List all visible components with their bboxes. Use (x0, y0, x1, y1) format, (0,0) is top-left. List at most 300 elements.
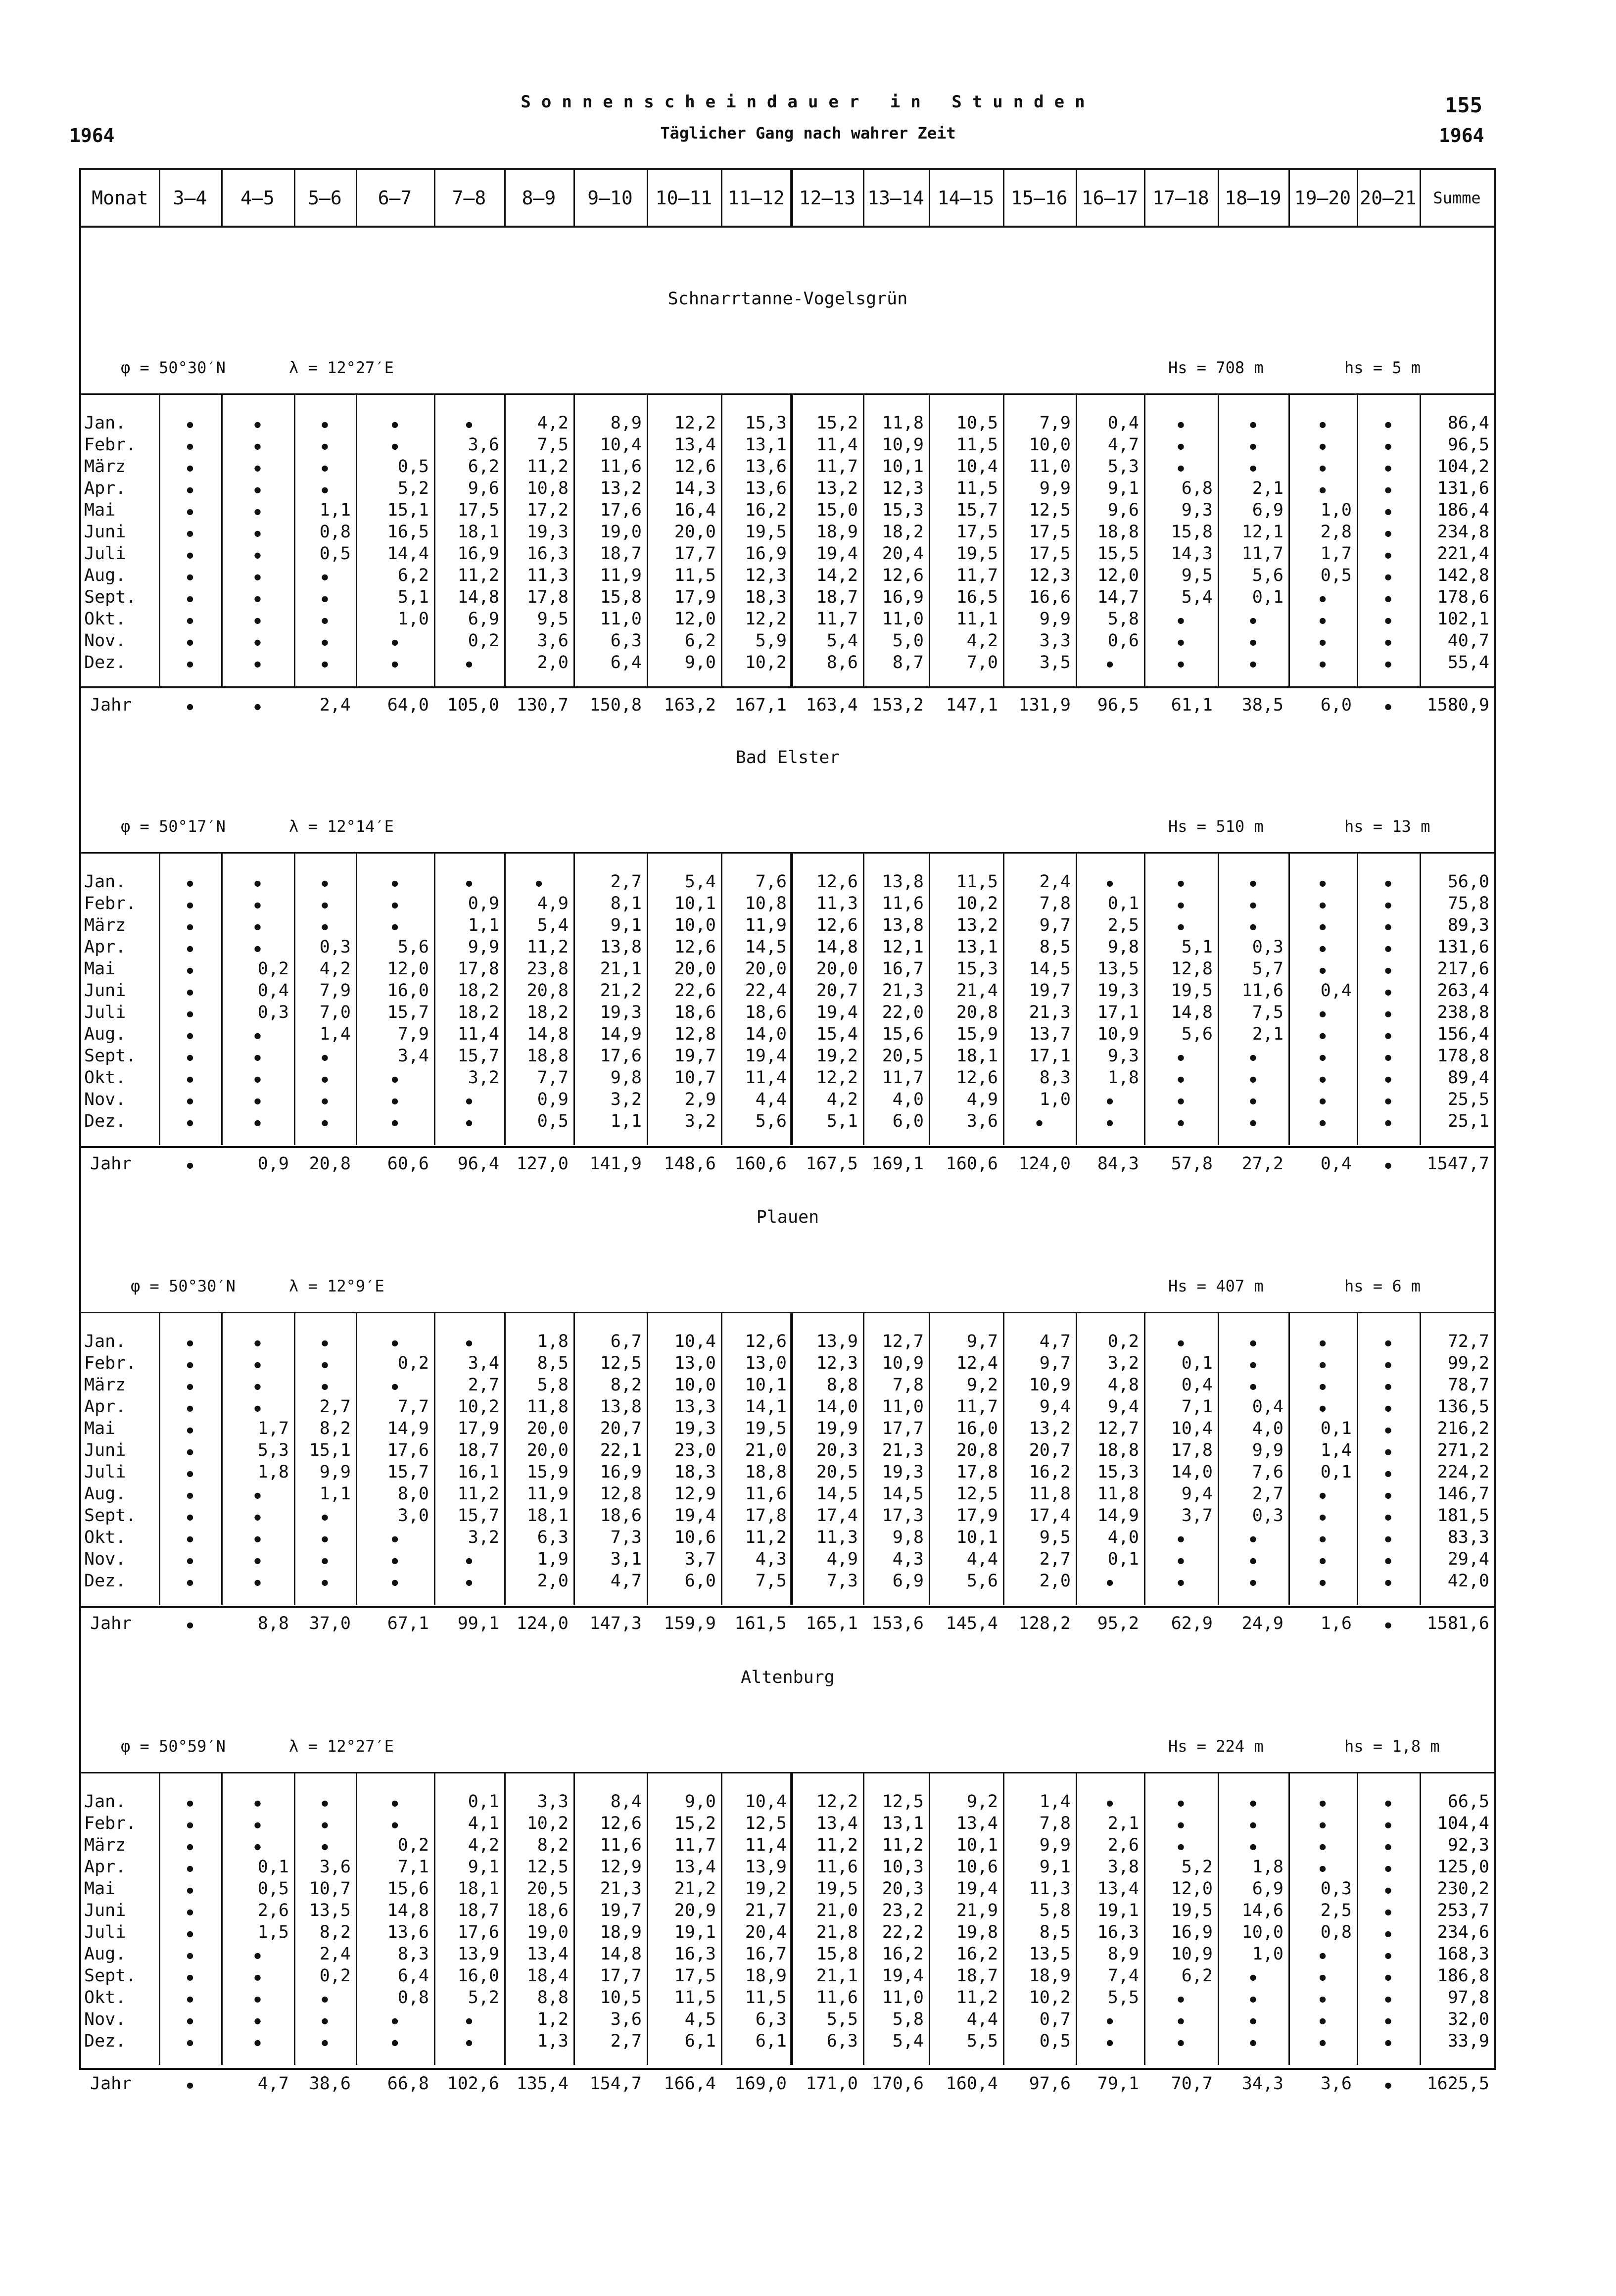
annual-cell: 96,5 (1097, 695, 1139, 715)
column-rule (504, 1772, 506, 2065)
data-cell: 18,8 (526, 1046, 569, 1066)
column-rule (647, 1312, 648, 1605)
data-cell: 15,7 (956, 500, 998, 520)
data-cell: 17,9 (674, 587, 716, 607)
empty-cell-dot: • (185, 1969, 195, 1989)
data-cell: 13,2 (956, 915, 998, 935)
empty-cell-dot: • (319, 1531, 331, 1550)
data-cell: 12,6 (816, 915, 858, 935)
data-cell: 18,9 (816, 522, 858, 542)
empty-cell-dot: • (1317, 940, 1328, 960)
data-cell: 11,9 (600, 566, 642, 585)
data-cell: 8,0 (397, 1484, 429, 1504)
column-rule (929, 1772, 930, 2065)
empty-cell-dot: • (1382, 1882, 1394, 1902)
data-cell: 11,6 (600, 457, 642, 477)
data-cell: 3,2 (1107, 1353, 1139, 1373)
data-cell: 15,6 (387, 1879, 429, 1899)
empty-cell-dot: • (389, 1552, 400, 1572)
data-cell: 1,0 (1252, 1944, 1283, 1964)
column-header: 11–12 (728, 187, 785, 209)
month-label: Mai (84, 1879, 116, 1899)
data-cell: 18,1 (457, 1879, 499, 1899)
empty-cell-dot: • (252, 1531, 263, 1550)
annual-cell: 169,1 (871, 1154, 924, 1174)
data-cell: 11,9 (526, 1484, 569, 1504)
empty-cell-dot: • (1382, 438, 1394, 458)
data-cell: 10,4 (674, 1332, 716, 1351)
month-label: Dez. (84, 1111, 126, 1131)
data-cell: 9,9 (1039, 478, 1071, 498)
empty-cell-dot: • (464, 656, 475, 675)
empty-cell-dot: • (319, 569, 331, 588)
empty-cell-dot: • (389, 656, 400, 675)
data-cell: 9,0 (684, 653, 716, 672)
month-label: März (84, 915, 126, 935)
empty-cell-dot: • (185, 525, 195, 545)
empty-cell-dot: • (185, 1071, 195, 1091)
data-cell: 10,4 (600, 435, 642, 455)
data-cell: 7,5 (537, 435, 569, 455)
data-cell: 16,3 (1097, 1922, 1139, 1942)
data-cell: 3,2 (610, 1090, 642, 1109)
column-rule (504, 1312, 506, 1605)
column-rule (790, 1312, 793, 1605)
data-cell: 17,3 (882, 1506, 924, 1526)
data-cell: 10,9 (1171, 1944, 1213, 1964)
column-rule (1420, 1772, 1421, 2065)
data-cell: 5,8 (537, 1375, 569, 1395)
empty-cell-dot: • (1382, 940, 1394, 960)
empty-cell-dot: • (1104, 1114, 1115, 1134)
empty-cell-dot: • (1247, 1552, 1259, 1572)
data-cell: 10,4 (745, 1792, 787, 1812)
data-cell: 6,3 (755, 2009, 787, 2029)
data-cell: 18,8 (1097, 1440, 1139, 1460)
data-cell: 6,9 (1252, 500, 1283, 520)
data-cell: 12,5 (526, 1857, 569, 1877)
data-cell: 18,2 (457, 981, 499, 1001)
data-cell: 16,9 (600, 1462, 642, 1482)
empty-cell-dot: • (185, 1817, 195, 1836)
data-cell: 19,4 (816, 1003, 858, 1022)
column-rule (929, 170, 930, 226)
data-cell: 5,4 (892, 2031, 924, 2051)
data-cell: 5,9 (755, 631, 787, 651)
empty-cell-dot: • (185, 1617, 195, 1636)
year-left: 1964 (69, 125, 115, 146)
column-header: 8–9 (522, 187, 556, 209)
data-cell: 10,6 (956, 1857, 998, 1877)
column-rule (1076, 1312, 1077, 1605)
data-cell: 17,2 (526, 500, 569, 520)
data-cell: 14,4 (387, 544, 429, 564)
data-cell: 5,6 (966, 1571, 998, 1591)
data-cell: 10,3 (882, 1857, 924, 1877)
column-rule (1144, 1312, 1145, 1605)
empty-cell-dot: • (1382, 1947, 1394, 1967)
data-cell: 4,4 (755, 1090, 787, 1109)
data-cell: 14,5 (1029, 959, 1071, 979)
data-cell: 11,0 (882, 1397, 924, 1417)
empty-cell-dot: • (1382, 1049, 1394, 1069)
station-height-hs: hs = 13 m (1344, 817, 1430, 836)
column-rule (647, 852, 648, 1145)
empty-cell-dot: • (1382, 525, 1394, 545)
empty-cell-dot: • (185, 984, 195, 1004)
column-header: 17–18 (1152, 187, 1209, 209)
data-cell: 15,0 (816, 500, 858, 520)
annual-cell: 161,5 (734, 1614, 787, 1633)
data-cell: 7,8 (892, 1375, 924, 1395)
column-rule (1218, 1312, 1219, 1605)
data-cell: 7,5 (755, 1571, 787, 1591)
empty-cell-dot: • (1175, 897, 1187, 916)
data-cell: 1,4 (1039, 1792, 1071, 1812)
month-label: Aug. (84, 1944, 126, 1964)
empty-cell-dot: • (185, 1400, 195, 1420)
month-label: Sept. (84, 1966, 137, 1986)
data-cell: 3,3 (1039, 631, 1071, 651)
empty-cell-dot: • (389, 918, 400, 938)
data-cell: 9,6 (1107, 500, 1139, 520)
data-cell: 14,5 (882, 1484, 924, 1504)
annual-label: Jahr (90, 695, 132, 715)
month-label: Juli (84, 1922, 126, 1942)
data-cell: 18,7 (600, 544, 642, 564)
data-cell: 21,3 (1029, 1003, 1071, 1022)
data-cell: 20,0 (674, 959, 716, 979)
data-cell: 14,8 (600, 1944, 642, 1964)
data-cell: 12,6 (674, 937, 716, 957)
data-cell: 18,3 (674, 1462, 716, 1482)
data-cell: 13,8 (882, 872, 924, 892)
annual-cell: 37,0 (309, 1614, 351, 1633)
data-cell: 4,3 (892, 1549, 924, 1569)
data-top-rule (81, 1312, 1494, 1313)
data-cell: 16,0 (457, 1966, 499, 1986)
data-cell: 6,3 (610, 631, 642, 651)
data-cell: 23,8 (526, 959, 569, 979)
column-rule (863, 1312, 864, 1605)
column-rule (221, 393, 223, 686)
month-label: Aug. (84, 1484, 126, 1504)
station-latitude: φ = 50°59′N (121, 1737, 226, 1756)
annual-cell: 1625,5 (1426, 2074, 1489, 2094)
data-cell: 2,1 (1252, 1024, 1283, 1044)
data-cell: 4,9 (537, 894, 569, 913)
data-cell: 19,5 (745, 1419, 787, 1438)
station-height-Hs: Hs = 510 m (1168, 817, 1264, 836)
empty-cell-dot: • (1382, 1400, 1394, 1420)
data-cell: 6,2 (397, 566, 429, 585)
data-cell: 6,9 (1252, 1879, 1283, 1899)
column-rule (1288, 1772, 1290, 2065)
empty-cell-dot: • (319, 1356, 331, 1376)
annual-cell: 148,6 (664, 1154, 716, 1174)
empty-cell-dot: • (252, 460, 263, 479)
data-cell: 12,6 (882, 566, 924, 585)
data-cell: 14,3 (1171, 544, 1213, 564)
data-cell: 12,7 (882, 1332, 924, 1351)
empty-cell-dot: • (389, 1817, 400, 1836)
empty-cell-dot: • (252, 503, 263, 523)
empty-cell-dot: • (1382, 460, 1394, 479)
empty-cell-dot: • (252, 1027, 263, 1047)
empty-cell-dot: • (1175, 1991, 1187, 2010)
month-label: Jan. (84, 1792, 126, 1812)
data-cell: 1,8 (257, 1462, 289, 1482)
data-cell: 10,9 (882, 435, 924, 455)
data-cell: 21,4 (956, 981, 998, 1001)
data-cell: 16,9 (1171, 1922, 1213, 1942)
data-cell: 4,7 (1107, 435, 1139, 455)
data-cell: 16,6 (1029, 587, 1071, 607)
column-rule (863, 393, 864, 686)
station-section (81, 1606, 1494, 2097)
column-rule (1357, 170, 1358, 226)
data-cell: 19,3 (600, 1003, 642, 1022)
data-cell: 131,6 (1437, 937, 1489, 957)
empty-cell-dot: • (1317, 438, 1328, 458)
data-cell: 21,0 (745, 1440, 787, 1460)
data-cell: 0,5 (537, 1111, 569, 1131)
column-rule (929, 1312, 930, 1605)
data-cell: 19,2 (816, 1046, 858, 1066)
empty-cell-dot: • (1382, 1422, 1394, 1441)
empty-cell-dot: • (252, 1947, 263, 1967)
month-label: Febr. (84, 894, 137, 913)
data-cell: 104,2 (1437, 457, 1489, 477)
data-cell: 13,4 (956, 1814, 998, 1833)
empty-cell-dot: • (319, 875, 331, 895)
column-rule (356, 393, 357, 686)
empty-cell-dot: • (185, 656, 195, 675)
column-rule (434, 852, 435, 1145)
empty-cell-dot: • (1382, 1071, 1394, 1091)
data-cell: 15,3 (1097, 1462, 1139, 1482)
data-cell: 13,9 (457, 1944, 499, 1964)
data-cell: 4,2 (319, 959, 351, 979)
month-label: Jan. (84, 413, 126, 433)
empty-cell-dot: • (185, 416, 195, 436)
data-cell: 0,4 (1320, 981, 1352, 1001)
data-cell: 8,5 (537, 1353, 569, 1373)
empty-cell-dot: • (1317, 416, 1328, 436)
data-cell: 6,8 (1181, 478, 1213, 498)
column-rule (221, 1772, 223, 2065)
annual-cell: 1581,6 (1426, 1614, 1489, 1633)
month-label: Aug. (84, 566, 126, 585)
data-cell: 178,8 (1437, 1046, 1489, 1066)
empty-cell-dot: • (1317, 634, 1328, 654)
empty-cell-dot: • (252, 1509, 263, 1529)
column-rule (1420, 170, 1421, 226)
column-rule (1288, 393, 1290, 686)
month-label: Febr. (84, 1353, 137, 1373)
month-label: Nov. (84, 631, 126, 651)
month-label: Febr. (84, 435, 137, 455)
data-cell: 11,6 (745, 1484, 787, 1504)
empty-cell-dot: • (252, 438, 263, 458)
data-cell: 25,1 (1447, 1111, 1489, 1131)
data-cell: 6,7 (610, 1332, 642, 1351)
data-cell: 17,5 (457, 500, 499, 520)
data-cell: 3,3 (537, 1792, 569, 1812)
data-cell: 15,1 (309, 1440, 351, 1460)
data-cell: 0,2 (397, 1835, 429, 1855)
column-rule (1357, 393, 1358, 686)
empty-cell-dot: • (185, 1947, 195, 1967)
empty-cell-dot: • (1175, 438, 1187, 458)
data-cell: 5,4 (684, 872, 716, 892)
data-cell: 0,3 (257, 1003, 289, 1022)
data-cell: 10,0 (1241, 1922, 1283, 1942)
data-cell: 19,8 (956, 1922, 998, 1942)
data-cell: 13,4 (1097, 1879, 1139, 1899)
data-cell: 11,6 (882, 894, 924, 913)
empty-cell-dot: • (1175, 634, 1187, 654)
empty-cell-dot: • (1247, 438, 1259, 458)
annual-cell: 57,8 (1171, 1154, 1213, 1174)
annual-cell: 20,8 (309, 1154, 351, 1174)
column-rule (434, 170, 435, 226)
data-cell: 5,2 (1181, 1857, 1213, 1877)
data-cell: 6,0 (684, 1571, 716, 1591)
column-rule (1288, 1312, 1290, 1605)
station-name: Schnarrtanne-Vogelsgrün (667, 289, 908, 309)
empty-cell-dot: • (252, 1969, 263, 1989)
empty-cell-dot: • (185, 634, 195, 654)
data-cell: 12,2 (816, 1792, 858, 1812)
data-cell: 9,5 (1181, 566, 1213, 585)
annual-cell: 105,0 (447, 695, 499, 715)
data-cell: 5,8 (892, 2009, 924, 2029)
annual-label: Jahr (90, 1154, 132, 1174)
empty-cell-dot: • (1382, 1925, 1394, 1945)
column-rule (294, 852, 295, 1145)
empty-cell-dot: • (1175, 612, 1187, 632)
data-cell: 9,7 (1039, 1353, 1071, 1373)
data-cell: 4,0 (1252, 1419, 1283, 1438)
data-cell: 13,4 (816, 1814, 858, 1833)
data-cell: 13,6 (387, 1922, 429, 1942)
data-cell: 8,9 (1107, 1944, 1139, 1964)
data-cell: 15,8 (600, 587, 642, 607)
data-cell: 11,8 (1029, 1484, 1071, 1504)
data-cell: 75,8 (1447, 894, 1489, 913)
empty-cell-dot: • (185, 1005, 195, 1025)
data-cell: 15,9 (526, 1462, 569, 1482)
data-cell: 6,2 (468, 457, 499, 477)
data-cell: 19,5 (816, 1879, 858, 1899)
data-cell: 5,8 (1039, 1901, 1071, 1920)
column-header: 15–16 (1011, 187, 1068, 209)
data-cell: 19,3 (526, 522, 569, 542)
data-cell: 8,7 (892, 653, 924, 672)
month-label: Okt. (84, 1068, 126, 1088)
empty-cell-dot: • (252, 634, 263, 654)
data-cell: 29,4 (1447, 1549, 1489, 1569)
empty-cell-dot: • (1317, 1356, 1328, 1376)
empty-cell-dot: • (319, 1991, 331, 2010)
data-cell: 7,5 (1252, 1003, 1283, 1022)
data-cell: 19,5 (1171, 981, 1213, 1001)
data-cell: 13,5 (1097, 959, 1139, 979)
empty-cell-dot: • (252, 1400, 263, 1420)
data-cell: 5,6 (1181, 1024, 1213, 1044)
month-label: Mai (84, 959, 116, 979)
data-cell: 6,0 (892, 1111, 924, 1131)
data-cell: 72,7 (1447, 1332, 1489, 1351)
data-cell: 20,5 (816, 1462, 858, 1482)
data-cell: 11,5 (956, 435, 998, 455)
month-label: Dez. (84, 2031, 126, 2051)
data-cell: 15,7 (457, 1506, 499, 1526)
data-cell: 86,4 (1447, 413, 1489, 433)
data-cell: 18,9 (1029, 1966, 1071, 1986)
empty-cell-dot: • (319, 1795, 331, 1815)
data-cell: 20,7 (1029, 1440, 1071, 1460)
data-cell: 14,5 (745, 937, 787, 957)
data-cell: 22,0 (882, 1003, 924, 1022)
month-label: Juni (84, 1901, 126, 1920)
data-cell: 15,4 (816, 1024, 858, 1044)
data-cell: 1,4 (1320, 1440, 1352, 1460)
column-rule (356, 1772, 357, 2065)
month-label: Apr. (84, 478, 126, 498)
data-cell: 11,4 (816, 435, 858, 455)
station-height-Hs: Hs = 407 m (1168, 1277, 1264, 1295)
empty-cell-dot: • (185, 1925, 195, 1945)
empty-cell-dot: • (1175, 1795, 1187, 1815)
data-cell: 11,8 (526, 1397, 569, 1417)
column-rule (1003, 1772, 1004, 2065)
data-cell: 8,4 (610, 1792, 642, 1812)
data-cell: 15,7 (457, 1046, 499, 1066)
annual-cell: 2,4 (319, 695, 351, 715)
data-cell: 12,8 (1171, 959, 1213, 979)
data-cell: 4,7 (610, 1571, 642, 1591)
data-cell: 9,2 (966, 1375, 998, 1395)
data-cell: 4,8 (1107, 1375, 1139, 1395)
data-cell: 9,4 (1181, 1484, 1213, 1504)
empty-cell-dot: • (1175, 918, 1187, 938)
data-cell: 2,5 (1107, 915, 1139, 935)
data-cell: 32,0 (1447, 2009, 1489, 2029)
column-header: 7–8 (452, 187, 486, 209)
data-cell: 7,6 (755, 872, 787, 892)
data-cell: 18,8 (745, 1462, 787, 1482)
empty-cell-dot: • (1317, 460, 1328, 479)
column-rule (929, 852, 930, 1145)
column-rule (1218, 170, 1219, 226)
empty-cell-dot: • (185, 1509, 195, 1529)
data-cell: 16,2 (956, 1944, 998, 1964)
data-cell: 2,4 (319, 1944, 351, 1964)
annual-cell: 6,0 (1320, 695, 1352, 715)
column-header: 20–21 (1360, 187, 1417, 209)
data-cell: 16,2 (745, 500, 787, 520)
data-cell: 9,8 (610, 1068, 642, 1088)
station-longitude: λ = 12°14′E (289, 817, 394, 836)
annual-cell: 131,9 (1018, 695, 1071, 715)
data-cell: 3,2 (684, 1111, 716, 1131)
data-cell: 11,3 (1029, 1879, 1071, 1899)
empty-cell-dot: • (1382, 962, 1394, 982)
data-cell: 5,4 (826, 631, 858, 651)
station-latitude: φ = 50°17′N (121, 817, 226, 836)
